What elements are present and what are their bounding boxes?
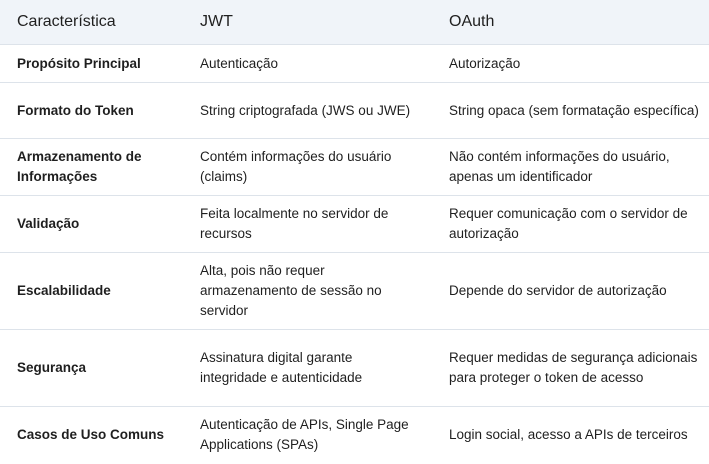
table-row: [0, 196, 709, 253]
jwt-cell: String criptografada (JWS ou JWE): [183, 83, 432, 139]
feature-cell: Validação: [0, 196, 183, 253]
feature-cell: Armazenamento de Informações: [0, 139, 183, 196]
header-feature: Característica: [0, 0, 183, 45]
table-header: [0, 0, 709, 45]
table-row: [0, 253, 709, 330]
jwt-cell: Assinatura digital garante integridade e autenticidade: [183, 330, 432, 407]
jwt-cell: Autenticação: [183, 45, 432, 83]
oauth-cell: Login social, acesso a APIs de terceiros: [449, 427, 688, 443]
oauth-cell: Requer comunicação com o servidor de autorização: [432, 196, 709, 253]
table-row: [0, 83, 709, 139]
oauth-cell: Autorização: [432, 45, 709, 83]
table-row: [0, 330, 709, 407]
header-oauth: OAuth: [432, 0, 709, 45]
header-row: [0, 0, 709, 45]
header-jwt: JWT: [183, 0, 432, 45]
jwt-cell: Alta, pois não requer armazenamento de sessão no servidor: [183, 253, 432, 330]
feature-cell: Propósito Principal: [0, 45, 183, 83]
feature-cell: Segurança: [0, 330, 183, 407]
table-row: [0, 407, 709, 464]
table-row: [0, 45, 709, 83]
table-row: [0, 139, 709, 196]
jwt-cell: Contém informações do usuário (claims): [183, 139, 432, 196]
feature-cell: Escalabilidade: [0, 253, 183, 330]
jwt-cell: Autenticação de APIs, Single Page Applications (SPAs): [200, 417, 409, 453]
table-body: [0, 45, 709, 464]
oauth-cell: Não contém informações do usuário, apenas um identificador: [432, 139, 709, 196]
oauth-cell: Requer medidas de segurança adicionais para proteger o token de acesso: [432, 330, 709, 407]
feature-cell: Casos de Uso Comuns: [17, 427, 165, 443]
oauth-cell: Depende do servidor de autorização: [432, 253, 709, 330]
oauth-cell: String opaca (sem formatação específica): [432, 83, 709, 139]
feature-cell: Formato do Token: [0, 83, 183, 139]
jwt-cell: Feita localmente no servidor de recursos: [183, 196, 432, 253]
